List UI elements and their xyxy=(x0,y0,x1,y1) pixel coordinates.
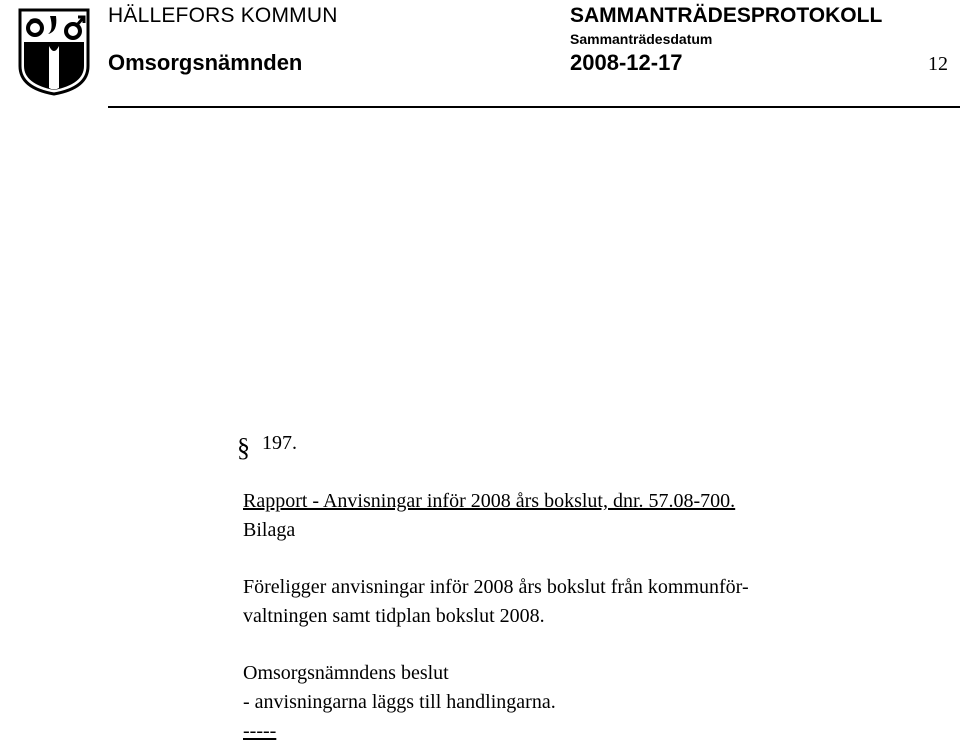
meeting-date: 2008-12-17 xyxy=(570,50,683,75)
meeting-date-label: Sammanträdesdatum xyxy=(570,31,713,47)
body-text-line: valtningen samt tidplan bokslut 2008. xyxy=(243,605,545,627)
paragraph-number: 197. xyxy=(262,432,297,454)
decision-text: - anvisningarna läggs till handlingarna. xyxy=(243,691,556,713)
document-type: SAMMANTRÄDESPROTOKOLL xyxy=(570,4,883,27)
decision-heading: Omsorgsnämndens beslut xyxy=(243,662,449,684)
attachment-note: Bilaga xyxy=(243,519,296,541)
item-title: Rapport - Anvisningar inför 2008 års bokslut, dnr. 57.08-700. xyxy=(243,490,736,512)
municipal-coat-of-arms xyxy=(18,8,90,96)
committee-name: Omsorgsnämnden xyxy=(108,50,303,75)
body-text-line: Föreligger anvisningar inför 2008 års bokslut från kommunför- xyxy=(243,576,749,598)
header-divider xyxy=(108,106,960,108)
page-number: 12 xyxy=(928,53,948,75)
paragraph-symbol: § xyxy=(237,433,250,462)
municipality-name: HÄLLEFORS KOMMUN xyxy=(108,4,338,27)
section-end-marker: ----- xyxy=(243,720,277,742)
